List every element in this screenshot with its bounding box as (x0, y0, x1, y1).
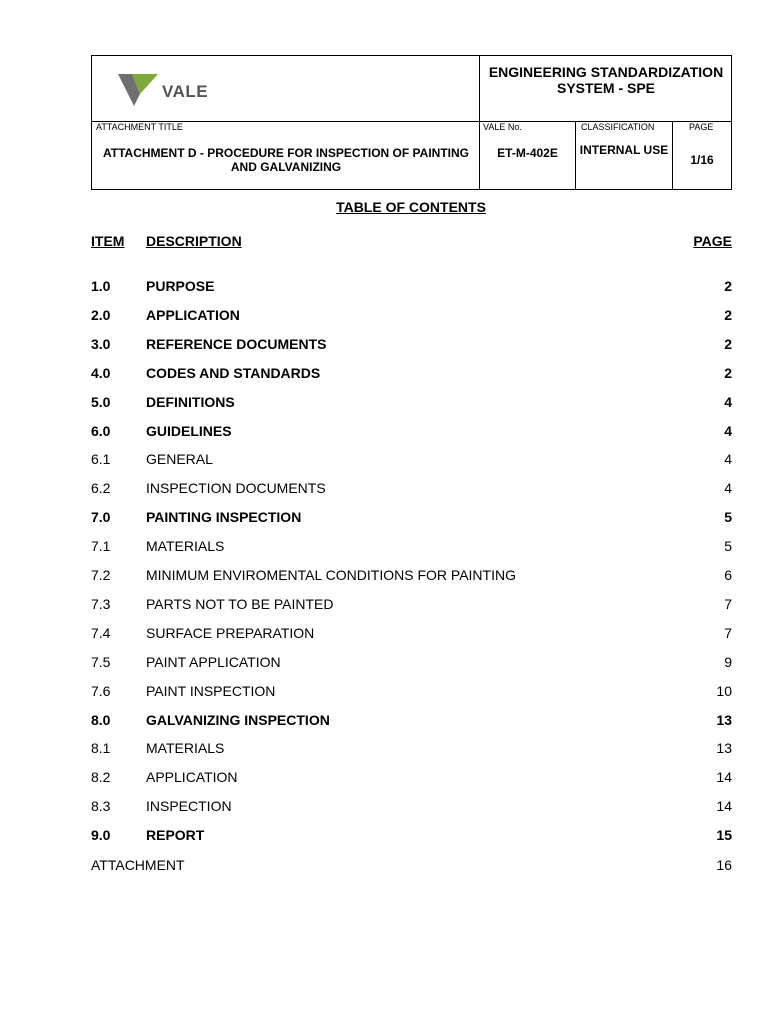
toc-item-number: 6.2 (91, 480, 111, 496)
toc-item-number: 7.0 (91, 509, 111, 525)
column-header-item: ITEM (91, 233, 125, 249)
toc-row[interactable] (91, 365, 732, 385)
toc-item-page: 15 (716, 827, 732, 843)
toc-item-number: 7.3 (91, 596, 111, 612)
toc-row[interactable] (91, 769, 732, 789)
toc-row[interactable] (91, 509, 732, 529)
toc-item-page: 4 (724, 394, 732, 410)
toc-item-description: REFERENCE DOCUMENTS (146, 336, 327, 352)
toc-row[interactable] (91, 567, 732, 587)
toc-item-description: SURFACE PREPARATION (146, 625, 315, 641)
toc-attachment-page: 16 (716, 857, 732, 873)
toc-item-description: REPORT (146, 827, 205, 843)
logo-text: VALE (162, 82, 209, 101)
toc-item-description: INSPECTION (146, 798, 232, 814)
toc-row[interactable] (91, 596, 732, 616)
toc-item-number: 3.0 (91, 336, 111, 352)
toc-item-description: GUIDELINES (146, 423, 232, 439)
toc-item-description: PAINT INSPECTION (146, 683, 276, 699)
toc-item-description: MATERIALS (146, 740, 225, 756)
toc-row[interactable] (91, 451, 732, 471)
toc-item-number: 8.0 (91, 712, 111, 728)
toc-item-number: 7.1 (91, 538, 111, 554)
vale-no-label: VALE No. (483, 122, 522, 132)
toc-attachment-label: ATTACHMENT (91, 857, 185, 873)
toc-item-description: PARTS NOT TO BE PAINTED (146, 596, 334, 612)
toc-item-page: 13 (716, 740, 732, 756)
toc-title: TABLE OF CONTENTS (336, 199, 486, 215)
toc-item-number: 2.0 (91, 307, 111, 323)
toc-item-description: PURPOSE (146, 278, 215, 294)
toc-attachment-row[interactable] (91, 857, 732, 877)
toc-row[interactable] (91, 278, 732, 298)
toc-row[interactable] (91, 394, 732, 414)
toc-item-page: 6 (724, 567, 732, 583)
toc-item-number: 7.4 (91, 625, 111, 641)
page-value: 1/16 (690, 153, 714, 167)
page-label: PAGE (689, 122, 714, 132)
toc-row[interactable] (91, 798, 732, 818)
toc-item-description: INSPECTION DOCUMENTS (146, 480, 326, 496)
toc-item-page: 7 (724, 596, 732, 612)
toc-item-number: 8.1 (91, 740, 111, 756)
toc-item-description: GALVANIZING INSPECTION (146, 712, 330, 728)
vale-logo (118, 72, 208, 108)
toc-item-page: 7 (724, 625, 732, 641)
toc-item-page: 14 (716, 798, 732, 814)
vale-no-value: ET-M-402E (497, 146, 558, 160)
toc-row[interactable] (91, 307, 732, 327)
toc-item-page: 13 (716, 712, 732, 728)
toc-row[interactable] (91, 654, 732, 674)
system-title: ENGINEERING STANDARDIZATION SYSTEM - SPE (488, 64, 724, 96)
toc-row[interactable] (91, 683, 732, 703)
toc-item-number: 9.0 (91, 827, 111, 843)
attachment-title: ATTACHMENT D - PROCEDURE FOR INSPECTION OF PAINTING AND GALVANIZING (103, 146, 469, 174)
toc-item-description: MATERIALS (146, 538, 225, 554)
toc-row[interactable] (91, 423, 732, 443)
toc-item-page: 14 (716, 769, 732, 785)
toc-item-number: 6.0 (91, 423, 111, 439)
toc-item-description: PAINTING INSPECTION (146, 509, 302, 525)
toc-item-description: PAINT APPLICATION (146, 654, 281, 670)
toc-item-number: 4.0 (91, 365, 111, 381)
toc-item-page: 4 (724, 480, 732, 496)
classification-value: INTERNAL USE (579, 143, 669, 157)
toc-item-page: 5 (724, 538, 732, 554)
toc-item-page: 2 (724, 307, 732, 323)
toc-item-number: 6.1 (91, 451, 111, 467)
attachment-title-label: ATTACHMENT TITLE (96, 122, 183, 132)
toc-item-description: GENERAL (146, 451, 213, 467)
toc-row[interactable] (91, 336, 732, 356)
toc-item-page: 9 (724, 654, 732, 670)
toc-row[interactable] (91, 625, 732, 645)
toc-item-page: 2 (724, 278, 732, 294)
toc-item-page: 2 (724, 365, 732, 381)
toc-item-page: 4 (724, 451, 732, 467)
document-header (91, 55, 732, 190)
toc-row[interactable] (91, 480, 732, 500)
toc-item-number: 1.0 (91, 278, 111, 294)
toc-item-description: MINIMUM ENVIROMENTAL CONDITIONS FOR PAINTING (146, 567, 516, 583)
column-header-description: DESCRIPTION (146, 233, 242, 249)
toc-item-page: 5 (724, 509, 732, 525)
toc-item-page: 2 (724, 336, 732, 352)
toc-item-number: 7.6 (91, 683, 111, 699)
toc-item-number: 8.3 (91, 798, 111, 814)
toc-row[interactable] (91, 827, 732, 847)
toc-row[interactable] (91, 712, 732, 732)
toc-row[interactable] (91, 538, 732, 558)
toc-item-page: 4 (724, 423, 732, 439)
column-header-page: PAGE (693, 233, 732, 249)
toc-item-page: 10 (716, 683, 732, 699)
toc-item-number: 7.5 (91, 654, 111, 670)
toc-item-description: APPLICATION (146, 307, 240, 323)
toc-item-number: 5.0 (91, 394, 111, 410)
vale-logo-icon (118, 72, 158, 108)
toc-item-description: CODES AND STANDARDS (146, 365, 321, 381)
toc-row[interactable] (91, 740, 732, 760)
toc-item-number: 7.2 (91, 567, 111, 583)
classification-label: CLASSIFICATION (581, 122, 655, 132)
toc-item-description: DEFINITIONS (146, 394, 235, 410)
toc-item-number: 8.2 (91, 769, 111, 785)
toc-item-description: APPLICATION (146, 769, 238, 785)
